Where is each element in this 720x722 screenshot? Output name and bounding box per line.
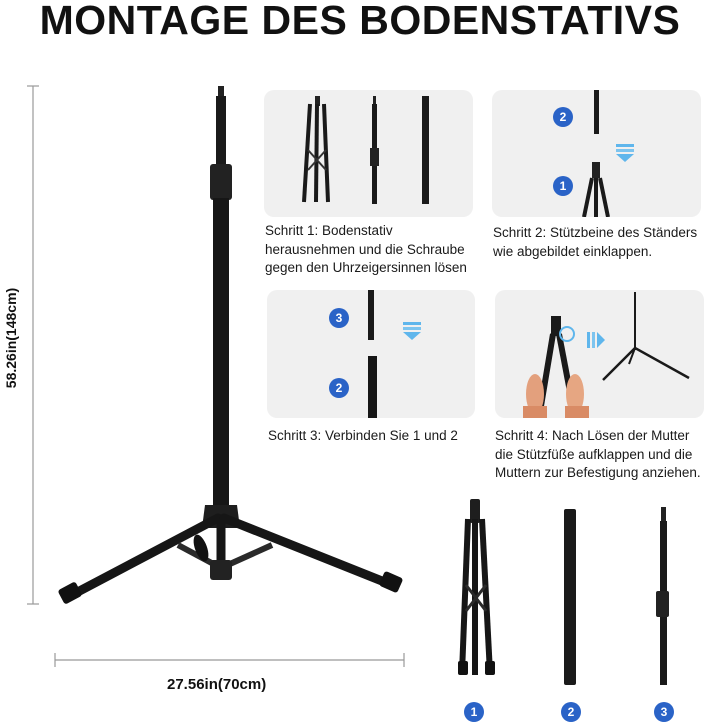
step-3-caption: Schritt 3: Verbinden Sie 1 und 2 [268, 428, 458, 443]
badge-2: 2 [561, 702, 581, 722]
height-dimension-label: 58.26in(148cm) [3, 287, 19, 389]
step-2-panel [492, 90, 701, 217]
badge-3: 3 [329, 308, 349, 328]
step-4-caption: Schritt 4: Nach Lösen der Mutter die Stützfüße aufklappen und die Muttern zur Befestigung anziehen. [495, 428, 701, 480]
right-arrow-icon [587, 332, 605, 348]
down-arrow-icon [403, 322, 421, 340]
badge-3: 3 [654, 702, 674, 722]
badge-2: 2 [329, 378, 349, 398]
fold-legs-illustration [492, 90, 701, 217]
step-3-panel [267, 290, 475, 418]
badge-1: 1 [553, 176, 573, 196]
step-1-caption: Schritt 1: Bodenstativ herausnehmen und die Schraube gegen den Uhrzeigersinnen lösen [265, 223, 467, 275]
step-2-caption: Schritt 2: Stützbeine des Ständers wie abgebildet einklappen. [493, 225, 698, 259]
badge-2: 2 [553, 107, 573, 127]
connect-tubes-illustration [267, 290, 475, 418]
unfold-legs-illustration [495, 290, 704, 418]
page-title: MONTAGE DES BODENSTATIVS [39, 0, 681, 43]
step-1-panel [264, 90, 473, 217]
step-4-panel [495, 290, 704, 418]
parts-illustration [440, 495, 700, 695]
width-dimension-label: 27.56in(70cm) [167, 676, 267, 693]
down-arrow-icon [616, 144, 634, 162]
badge-1: 1 [464, 702, 484, 722]
folded-stand-illustration [264, 90, 473, 217]
